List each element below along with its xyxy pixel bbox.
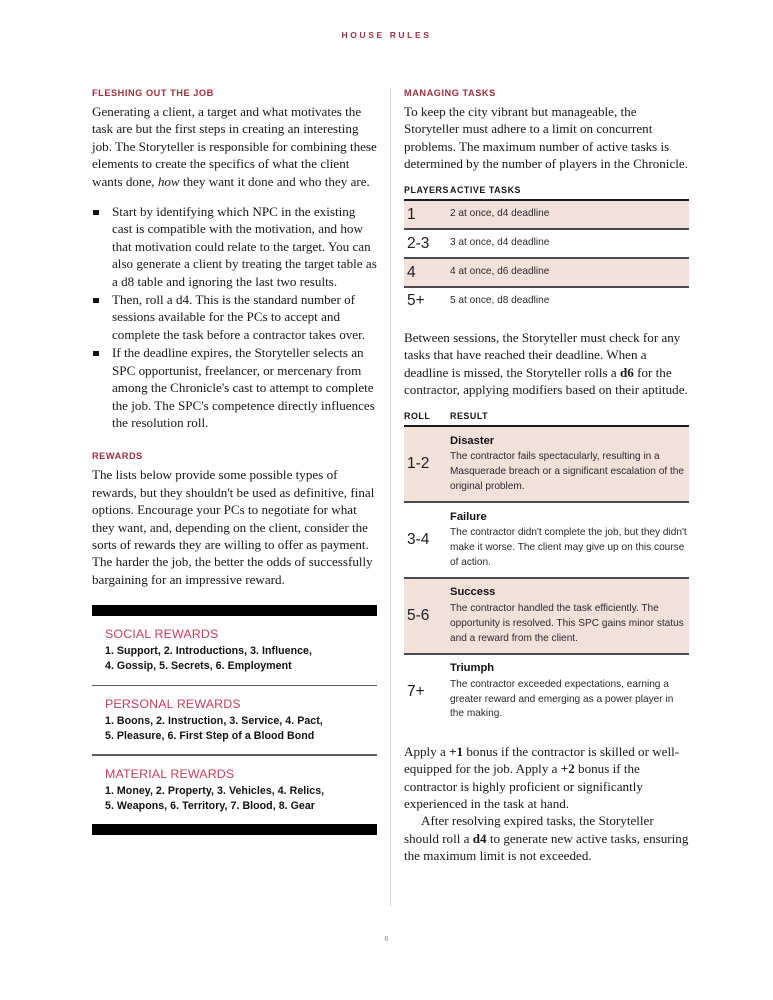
bonus-part-5: bonus if the contractor is highly proficient or significantly experienced in the task at hand. [404,761,643,811]
job-bullet-list [92,203,377,431]
result-description: The contractor handled the task efficiently. The opportunity is resolved. This SPC gains minor status and a reward from the client. [450,602,684,644]
heading-managing-tasks: MANAGING TASKS [404,88,496,98]
cell-result [450,510,689,571]
reward-group-line-2: 4. Gossip, 5. Secrets, 6. Employment [105,660,292,673]
bonus-plus-one: +1 [449,743,464,759]
reward-group-title: MATERIAL REWARDS [105,766,235,781]
square-bullet-icon [93,351,99,357]
square-bullet-icon [93,210,99,216]
heading-rewards: REWARDS [92,451,143,462]
paragraph-between-sessions [404,329,689,399]
page-body [92,88,689,908]
result-description: The contractor didn't complete the job, but they didn't make it worse. The client may give up on this course of action. [450,527,687,568]
table-row [404,503,689,577]
cell-players: 1 [407,205,416,223]
list-item [92,291,377,343]
rewards-bottom-bar [92,824,377,835]
reward-group-title: SOCIAL REWARDS [105,627,219,642]
list-item-text: If the deadline expires, the Storyteller selects an SPC opportunist, freelancer, or mercenary from among the Chronicle's cast to attempt to complete the job. The SPC's competence directly influences the resolution roll. [112,345,375,430]
column-header-players: PLAYERS [404,184,449,195]
column-header-roll: ROLL [404,410,431,421]
column-divider [390,88,391,906]
paragraph-rewards-intro: The lists below provide some possible types of rewards, but they shouldn't be used as definitive, final options. Encourage your PCs to negotiate for what they want, and, depending on the client, consider the sorts of rewards they are willing to offer as payment. The harder the job, the better the odds of successfully bargaining for an impressive reward. [92,467,375,587]
table-row [404,288,689,315]
cell-result [450,434,689,495]
reward-group-line-1: 1. Boons, 2. Instruction, 3. Service, 4. Pact, [105,714,323,727]
rewards-top-bar [92,605,377,616]
paragraph-managing-intro: To keep the city vibrant but manageable, the Storyteller must adhere to a limit on concurrent problems. The maximum number of active tasks is determined by the number of players in the Chronicle. [404,104,688,172]
reward-group-line-1: 1. Money, 2. Property, 3. Vehicles, 4. Relics, [105,784,325,797]
bonus-plus-two: +2 [560,761,575,777]
column-header-result: RESULT [450,410,489,421]
reward-group-line-1: 1. Support, 2. Introductions, 3. Influence, [105,645,312,658]
reward-group-personal [92,686,377,754]
cell-roll: 3-4 [407,531,430,548]
cell-result [450,585,689,646]
reward-group-material [92,756,377,824]
table-row [404,427,689,501]
paragraph-bonus-modifiers [404,743,689,813]
running-header: HOUSE RULES [341,30,432,40]
list-item [92,203,377,290]
heading-fleshing-out-the-job: FLESHING OUT THE JOB [92,88,214,98]
list-item-text: Then, roll a d4. This is the standard number of sessions available for the PCs to accept and complete the task before a contractor takes over. [112,292,366,342]
table-row [404,655,689,729]
table-row [404,201,689,228]
result-description: The contractor exceeded expectations, earning a greater reward and emerging as a power player in the making. [450,678,674,720]
bonus-part-1: Apply a [404,743,450,759]
result-title: Triumph [450,662,495,675]
list-item [92,344,377,431]
result-title: Success [450,586,496,599]
table-header-row [404,411,689,425]
reward-group-line-2: 5. Weapons, 6. Territory, 7. Blood, 8. Gear [105,799,315,812]
page-number: 6 [384,934,389,943]
table-row [404,259,689,286]
right-column [404,88,689,865]
between-sessions-part-c: for the contractor, applying modifiers based on their aptitude. [404,364,688,398]
paragraph-new-tasks [404,812,689,864]
square-bullet-icon [93,298,99,304]
players-active-tasks-table [404,185,689,315]
table-row [404,230,689,257]
job-intro-part-b: they want it done and who they are. [179,173,370,189]
cell-active-tasks: 2 at once, d4 deadline [450,208,550,220]
list-item-text: Start by identifying which NPC in the existing cast is compatible with the motivation, and how that motivation could relate to the target. You can also generate a client by treating the target table as a d8 table and ignoring the last two results. [112,204,377,289]
job-intro-emphasis: how [157,173,180,189]
new-tasks-part-3: to generate new active tasks, ensuring the maximum limit is not exceeded. [404,830,689,864]
cell-roll: 7+ [407,682,425,700]
cell-active-tasks: 4 at once, d6 deadline [450,266,550,278]
cell-roll: 5-6 [407,606,430,624]
between-sessions-die: d6 [620,364,634,380]
cell-result [450,661,689,722]
roll-result-table [404,411,689,729]
bonus-part-3: bonus if the contractor is skilled or well-equipped for the job. Apply a [404,743,680,777]
column-header-active-tasks: ACTIVE TASKS [450,184,522,195]
reward-group-social [92,616,377,684]
cell-players: 2-3 [407,234,430,252]
between-sessions-part-a: Between sessions, the Storyteller must check for any tasks that have reached their deadline. When a deadline is missed, the Storyteller rolls a [404,329,681,380]
job-intro-part-a: Generating a client, a target and what motivates the task are but the first steps in creating an interesting job. The Storyteller is responsible for combining these elements to create the specifics of what the client wants done, [92,104,377,189]
result-description: The contractor fails spectacularly, resulting in a Masquerade breach or a significant escalation of the original problem. [450,451,684,492]
rewards-tables [92,605,377,835]
result-title: Disaster [450,434,495,447]
table-row [404,579,689,653]
reward-group-title: PERSONAL REWARDS [105,696,241,711]
result-title: Failure [450,510,487,523]
cell-players: 5+ [407,292,425,310]
reward-group-line-2: 5. Pleasure, 6. First Step of a Blood Bond [105,730,315,743]
left-column [92,88,377,835]
cell-active-tasks: 3 at once, d4 deadline [450,237,550,249]
cell-active-tasks: 5 at once, d8 deadline [450,295,550,307]
new-tasks-die: d4 [472,830,487,846]
paragraph-job-intro [92,103,377,190]
cell-players: 4 [407,263,416,281]
new-tasks-part-1: After resolving expired tasks, the Storyteller should roll a [404,813,654,846]
table-header-row [404,185,689,199]
cell-roll: 1-2 [407,455,430,473]
